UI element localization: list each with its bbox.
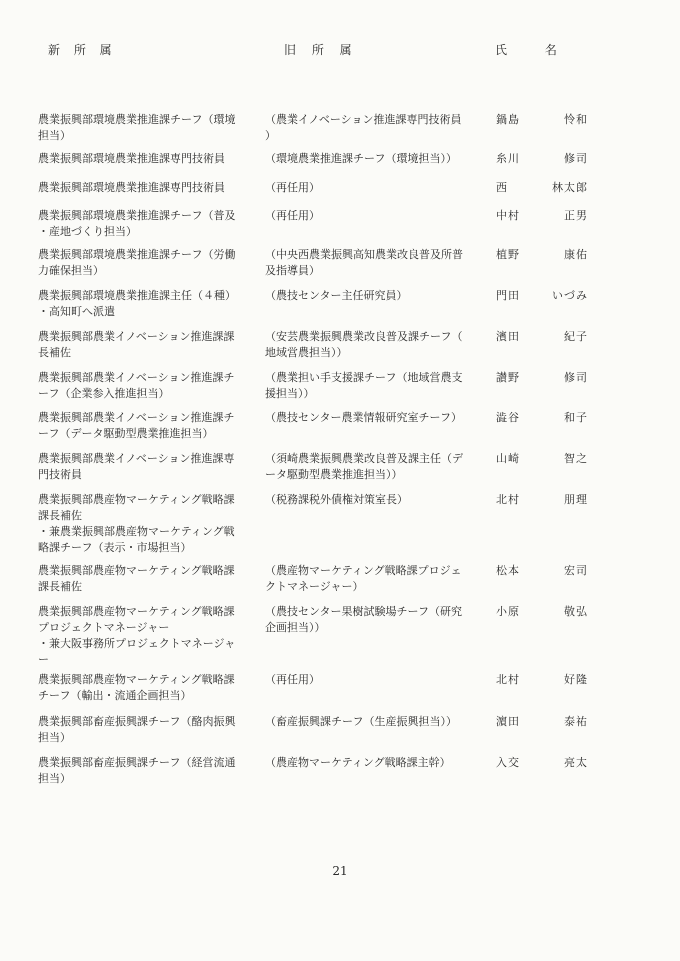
surname: 讃野 <box>496 371 520 384</box>
given-name: 林太郎 <box>552 181 588 194</box>
person-name <box>496 714 588 730</box>
old-affiliation: （税務課税外債権対策室長） <box>265 493 408 506</box>
given-name: 修司 <box>564 152 588 165</box>
old-affiliation: （畜産振興課チーフ（生産振興担当）） <box>265 715 457 728</box>
person-name <box>496 370 588 386</box>
new-affiliation: 農業振興部環境農業推進課チーフ（普及 ・産地づくり担当） <box>38 209 236 238</box>
new-affiliation: 農業振興部環境農業推進課主任（４種） ・高知町へ派遣 <box>38 289 236 318</box>
new-affiliation: 農業振興部農業イノベーション推進課専 門技術員 <box>38 452 235 481</box>
surname: 入交 <box>496 756 520 769</box>
new-affiliation: 農業振興部農業イノベーション推進課課 長補佐 <box>38 330 235 359</box>
old-affiliation: （農業担い手支援課チーフ（地域営農支 援担当）） <box>265 371 463 400</box>
old-affiliation: （農業イノベーション推進課専門技術員 ） <box>265 113 462 142</box>
old-affiliation: （農産物マーケティング戦略課主幹） <box>265 756 451 769</box>
given-name: 紀子 <box>564 330 588 343</box>
column-header <box>0 41 680 61</box>
person-name <box>496 112 588 128</box>
person-name <box>496 329 588 345</box>
given-name: 敬弘 <box>564 605 588 618</box>
header-new-affiliation: 新 所 属 <box>48 43 114 57</box>
surname: 北村 <box>496 673 520 686</box>
old-affiliation: （農産物マーケティング戦略課プロジェ クトマネージャー） <box>265 564 462 593</box>
given-name: 朋理 <box>564 493 588 506</box>
new-affiliation: 農業振興部畜産振興課チーフ（経営流通 担当） <box>38 756 236 785</box>
new-affiliation: 農業振興部畜産振興課チーフ（酪肉振興 担当） <box>38 715 236 744</box>
given-name: 智之 <box>564 452 588 465</box>
person-name <box>496 180 588 196</box>
surname: 澁谷 <box>496 411 520 424</box>
surname: 濱田 <box>496 330 520 343</box>
header-name: 氏 名 <box>495 43 559 57</box>
surname: 濵田 <box>496 715 520 728</box>
old-affiliation: （農技センター主任研究員） <box>265 289 408 302</box>
person-name <box>496 151 588 167</box>
new-affiliation: 農業振興部環境農業推進課専門技術員 <box>38 181 225 194</box>
surname: 中村 <box>496 209 520 222</box>
new-affiliation: 農業振興部環境農業推進課チーフ（環境 担当） <box>38 113 236 142</box>
surname: 門田 <box>496 289 520 302</box>
surname: 糸川 <box>496 152 520 165</box>
new-affiliation: 農業振興部農産物マーケティング戦略課 課長補佐 <box>38 564 235 593</box>
header-old-affiliation: 旧 所 属 <box>284 43 354 57</box>
old-affiliation: （再任用） <box>265 181 320 194</box>
person-name <box>496 672 588 688</box>
old-affiliation: （再任用） <box>265 209 320 222</box>
old-affiliation: （農技センター農業情報研究室チーフ） <box>265 411 463 424</box>
new-affiliation: 農業振興部環境農業推進課専門技術員 <box>38 152 225 165</box>
surname: 北村 <box>496 493 520 506</box>
given-name: 亮太 <box>564 756 588 769</box>
given-name: 泰祐 <box>564 715 588 728</box>
new-affiliation: 農業振興部農産物マーケティング戦略課 チーフ（輸出・流通企画担当） <box>38 673 235 702</box>
new-affiliation: 農業振興部環境農業推進課チーフ（労働 力確保担当） <box>38 248 236 277</box>
given-name: 怜和 <box>564 113 588 126</box>
person-name <box>496 604 588 620</box>
surname: 植野 <box>496 248 520 261</box>
new-affiliation: 農業振興部農産物マーケティング戦略課 課長補佐 ・兼農業振興部農産物マーケティング戦 略課チーフ（表示・市場担当） <box>38 493 235 554</box>
person-name <box>496 247 588 263</box>
surname: 小原 <box>496 605 520 618</box>
given-name: 正男 <box>564 209 588 222</box>
given-name: 康佑 <box>564 248 588 261</box>
surname: 山崎 <box>496 452 520 465</box>
given-name: 修司 <box>564 371 588 384</box>
person-name <box>496 563 588 579</box>
person-name <box>496 288 588 304</box>
person-name <box>496 492 588 508</box>
page-number: 21 <box>332 864 348 878</box>
given-name: 好隆 <box>564 673 588 686</box>
person-name <box>496 410 588 426</box>
surname: 西 <box>496 181 508 194</box>
new-affiliation: 農業振興部農業イノベーション推進課チ ーフ（企業参入推進担当） <box>38 371 235 400</box>
surname: 鍋島 <box>496 113 520 126</box>
old-affiliation: （農技センター果樹試験場チーフ（研究 企画担当）） <box>265 605 463 634</box>
person-name <box>496 451 588 467</box>
old-affiliation: （須崎農業振興農業改良普及課主任（デ ータ駆動型農業推進担当）） <box>265 452 463 481</box>
new-affiliation: 農業振興部農産物マーケティング戦略課 プロジェクトマネージャー ・兼大阪事務所プロジェクトマネージャ ー <box>38 605 236 666</box>
old-affiliation: （再任用） <box>265 673 320 686</box>
old-affiliation: （中央西農業振興高知農業改良普及所普 及指導員） <box>265 248 463 277</box>
given-name: 宏司 <box>564 564 588 577</box>
surname: 松本 <box>496 564 520 577</box>
person-name <box>496 755 588 771</box>
given-name: いづみ <box>552 289 588 302</box>
old-affiliation: （安芸農業振興農業改良普及課チーフ（ 地域営農担当）） <box>265 330 463 359</box>
new-affiliation: 農業振興部農業イノベーション推進課チ ーフ（データ駆動型農業推進担当） <box>38 411 235 440</box>
given-name: 和子 <box>564 411 588 424</box>
person-name <box>496 208 588 224</box>
old-affiliation: （環境農業推進課チーフ（環境担当）） <box>265 152 457 165</box>
